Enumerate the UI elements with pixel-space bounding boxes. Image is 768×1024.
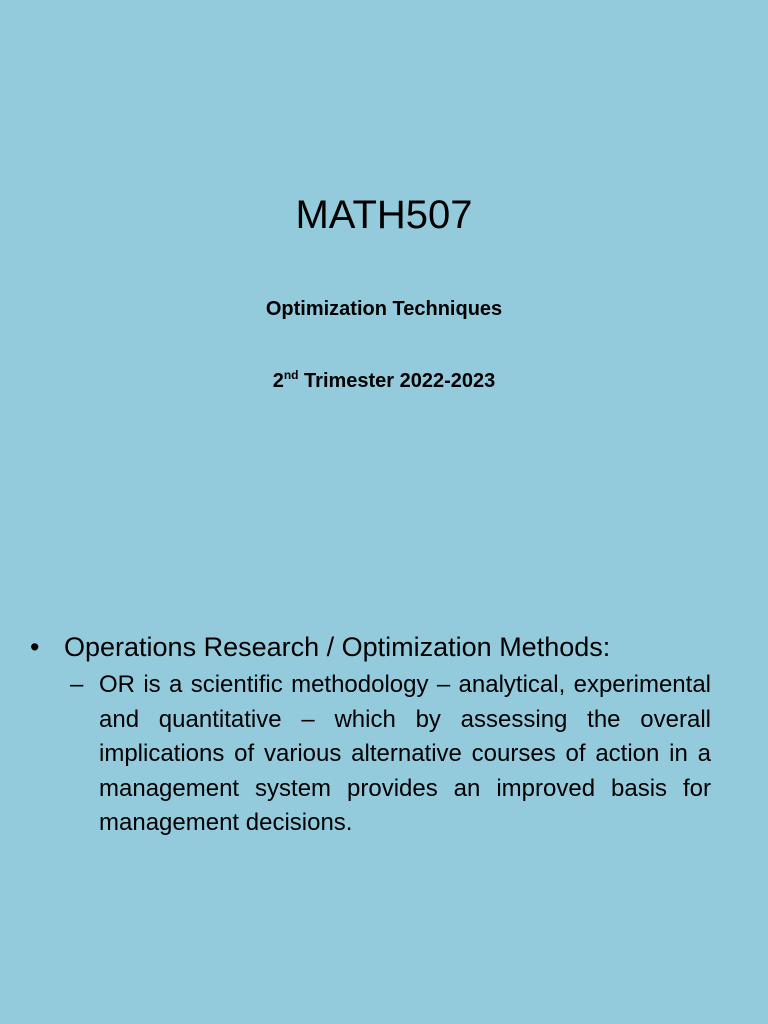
slide-title: MATH507 (295, 193, 473, 237)
sub-bullet-text: OR is a scientific methodology – analytical, experimental and quantitative – which by assessing the overall implications of various alternative courses of action in a management system provides an improved basis for management decisions. (99, 671, 711, 836)
bullet-text: Operations Research / Optimization Methods: (64, 632, 611, 662)
bullet-list (30, 628, 720, 841)
term-line (0, 368, 768, 394)
bullet-item (30, 628, 720, 666)
dash-icon: – (70, 671, 84, 698)
term-ordinal-suffix: nd (283, 368, 299, 382)
term-number: 2 (272, 370, 284, 392)
term-text: Trimester 2022-2023 (298, 370, 496, 392)
course-subtitle: Optimization Techniques (265, 298, 503, 320)
bullet-icon: • (30, 632, 40, 662)
sub-bullet-item (70, 668, 720, 841)
